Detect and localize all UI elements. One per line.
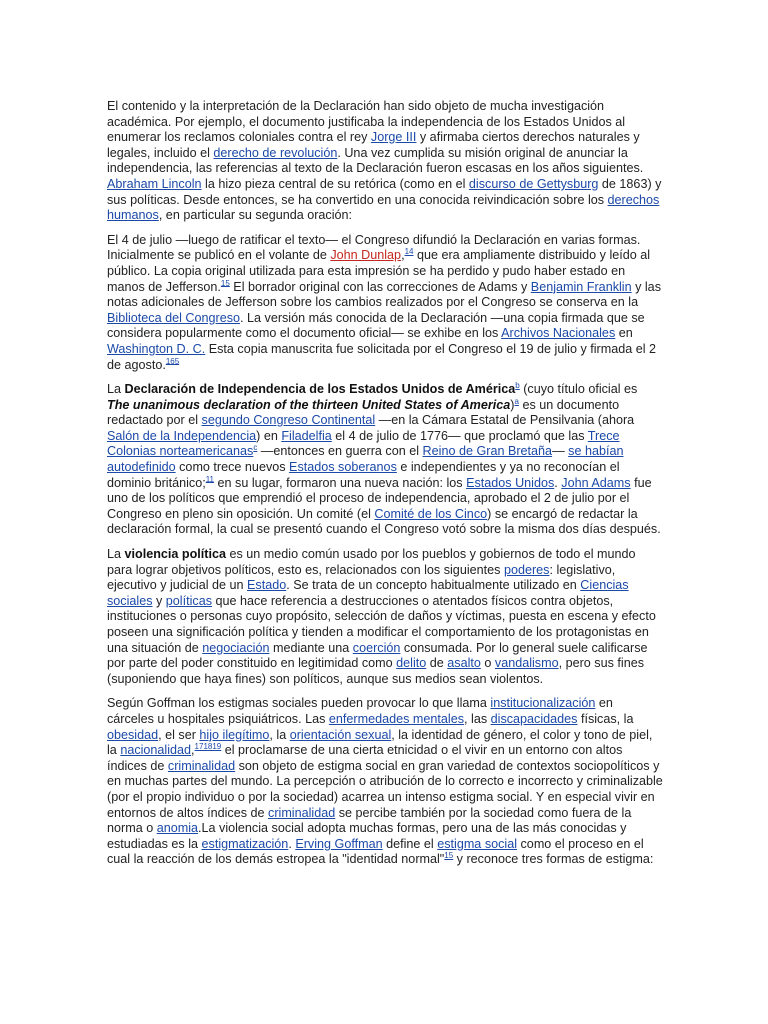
- text-run: como el proceso en el cual la reacción de los demás estropea la "identidad normal": [107, 836, 644, 867]
- text-run: ,: [191, 743, 195, 758]
- reference-link-171819[interactable]: 171819: [194, 741, 222, 751]
- text-run: ,: [401, 248, 405, 263]
- text-run: fue uno de los políticos que emprendió el proceso de independencia, aprobado el 2 de julio por el Congreso en pleno sin oposición. Un comité (el: [107, 475, 652, 521]
- text-run: .La violencia social adopta muchas formas, pero una de las más conocidas y estudiadas es la: [107, 821, 627, 851]
- link-estigmatizacion[interactable]: estigmatización: [201, 836, 289, 851]
- bold-term: Declaración de Independencia de los Estados Unidos de América: [124, 382, 516, 397]
- paragraph-violencia-politica: [107, 547, 663, 687]
- paragraph-declaracion-interpretacion: [107, 99, 663, 224]
- text-run: es un medio común usado por los pueblos y gobiernos de todo el mundo para lograr objetivos políticos, esto es, relacionados con los siguientes: [107, 547, 636, 577]
- link-criminalidad[interactable]: criminalidad: [268, 805, 336, 820]
- link-estado[interactable]: Estado: [247, 578, 287, 593]
- text-run: La: [107, 382, 125, 397]
- text-run: Según Goffman los estigmas sociales pueden provocar lo que llama: [107, 696, 491, 711]
- text-run: .: [554, 475, 562, 490]
- text-run: ): [510, 397, 515, 412]
- text-run: se percibe también por la sociedad como fuera de la norma o: [107, 805, 632, 836]
- link-negociacion[interactable]: negociación: [202, 640, 270, 655]
- text-run: físicas, la: [577, 711, 634, 726]
- link-enfermedades-mentales[interactable]: enfermedades mentales: [328, 711, 465, 726]
- link-coercion[interactable]: coerción: [352, 640, 401, 655]
- link-erving-goffman[interactable]: Erving Goffman: [295, 836, 383, 851]
- link-institucionalizacion[interactable]: institucionalización: [490, 696, 596, 711]
- text-run: que hace referencia a destrucciones o atentados físicos contra objetos, instituciones o personas cuyo propósito, selección de daños y víctimas, puesta en escena y efecto poseen una significación política y tienden a modificar el comportamiento de los protagonistas en una situación de: [107, 593, 656, 655]
- bold-term: violencia política: [124, 547, 226, 562]
- link-jorge-iii[interactable]: Jorge III: [370, 130, 417, 145]
- link-anomia[interactable]: anomia: [156, 821, 199, 836]
- text-run: e independientes y ya no reconocían el dominio británico;: [107, 460, 620, 490]
- paragraph-goffman-estigma: [107, 696, 663, 868]
- text-run: como trece nuevos: [175, 460, 290, 475]
- text-run: El borrador original con las correcciones de Adams y: [229, 279, 531, 294]
- text-run: el 4 de julio de 1776— que proclamó que las: [331, 428, 588, 443]
- link-politicas[interactable]: políticas: [165, 593, 212, 608]
- text-run: La: [107, 547, 125, 562]
- reference-sup: [221, 278, 230, 287]
- reference-link-a[interactable]: a: [514, 396, 519, 406]
- link-obesidad[interactable]: obesidad: [107, 727, 159, 742]
- text-run: consumada. Por lo general suele calificarse por parte del poder constituido en legitimidad como: [107, 640, 648, 671]
- reference-link-14[interactable]: 14: [404, 247, 414, 257]
- article-body: [107, 99, 663, 877]
- text-run: El contenido y la interpretación de la Declaración han sido objeto de mucha investigación académica. Por ejemplo, el documento justificaba la independencia de los Estados Unidos al enumerar los reclamos coloniales contra el rey: [107, 99, 626, 145]
- text-run: , las: [464, 711, 491, 726]
- text-run: o: [480, 656, 495, 671]
- link-john-dunlap[interactable]: John Dunlap: [330, 248, 402, 263]
- reference-link-15[interactable]: 15: [220, 278, 230, 288]
- text-run: . Se trata de un concepto habitualmente utilizado en: [286, 578, 581, 593]
- link-poderes[interactable]: poderes: [503, 562, 550, 577]
- text-run: ) en: [256, 428, 282, 443]
- link-asalto[interactable]: asalto: [447, 656, 481, 671]
- text-run: son objeto de estigma social en gran variedad de contextos sociopolíticos y en muchas partes del mundo. La percepción o atribución de lo correcto e incorrecto y criminalizable (por el propio individuo o por la sociedad) acarrea un intenso estigma social. Y en especial vivir en entornos de altos índices de: [107, 758, 663, 820]
- text-run: que era ampliamente distribuido y leído al público. La copia original utilizada para esta impresión se ha perdido y pudo haber estado en manos de Jefferson.: [107, 248, 651, 294]
- reference-link-11[interactable]: 11: [205, 474, 215, 484]
- text-run: y afirmaba ciertos derechos naturales y legales, incluido el: [107, 130, 640, 160]
- link-estados-soberanos[interactable]: Estados soberanos: [289, 460, 397, 475]
- text-run: . La versión más conocida de la Declaración —una copia firmada que se considera popularmente como el documento oficial— se exhibe en los: [107, 310, 645, 341]
- text-run: la hizo pieza central de su retórica (como en el: [201, 176, 469, 191]
- link-estigma-social[interactable]: estigma social: [437, 836, 518, 851]
- text-run: y: [152, 593, 166, 608]
- text-run: en: [615, 326, 633, 341]
- link-delito[interactable]: delito: [396, 656, 427, 671]
- link-ciencias-sociales[interactable]: Ciencias sociales: [107, 578, 629, 608]
- link-estados-unidos[interactable]: Estados Unidos: [466, 475, 555, 490]
- text-run: y las notas adicionales de Jefferson sobre los cambios realizados por el Congreso se conserva en la: [107, 279, 661, 310]
- text-run: de 1863) y sus políticas. Desde entonces, se ha convertido en una conocida reivindicación sobre los: [107, 176, 662, 207]
- text-run: ) se encargó de redactar la declaración formal, la cual se presentó cuando el Congreso votó sobre la misma dos días después.: [107, 506, 661, 537]
- link-biblioteca-del-congreso[interactable]: Biblioteca del Congreso: [107, 310, 241, 325]
- link-benjamin-franklin[interactable]: Benjamin Franklin: [530, 279, 632, 294]
- text-run: , pero sus fines (suponiendo que haya fines) son políticos, aunque sus medios sean violentos.: [107, 656, 644, 686]
- text-run: , la identidad de género, el color y tono de piel, la: [107, 727, 653, 758]
- link-vandalismo[interactable]: vandalismo: [494, 656, 559, 671]
- text-run: Esta copia manuscrita fue solicitada por el Congreso el 19 de julio y firmada el 2 de agosto.: [107, 341, 657, 372]
- link-abraham-lincoln[interactable]: Abraham Lincoln: [107, 176, 202, 191]
- text-run: —entonces en guerra con el: [257, 444, 423, 459]
- reference-link-c[interactable]: c: [253, 443, 258, 453]
- text-run: mediante una: [269, 640, 353, 655]
- text-run: el proclamarse de una cierta etnicidad o el vivir en un entorno con altos índices de: [107, 743, 623, 773]
- text-run: , en particular su segunda oración:: [158, 208, 353, 223]
- text-run: (cuyo título oficial es: [519, 382, 638, 397]
- reference-link-b[interactable]: b: [515, 380, 520, 390]
- link-nacionalidad[interactable]: nacionalidad: [120, 743, 192, 758]
- paragraph-4-de-julio: [107, 233, 663, 373]
- link-washington-d-c[interactable]: Washington D. C.: [107, 341, 206, 356]
- link-salon-de-la-independencia[interactable]: Salón de la Independencia: [107, 428, 257, 443]
- reference-link-15[interactable]: 15: [444, 851, 454, 861]
- text-run: —en la Cámara Estatal de Pensilvania (ahora: [375, 413, 635, 428]
- reference-sup: [195, 742, 222, 751]
- reference-sup: [206, 474, 214, 483]
- link-derechos-humanos[interactable]: derechos humanos: [107, 192, 660, 223]
- paragraph-declaracion-independencia: [107, 382, 663, 538]
- reference-link-165[interactable]: 165: [165, 356, 180, 366]
- link-orientacion-sexual[interactable]: orientación sexual: [289, 727, 392, 742]
- text-run: y reconoce tres formas de estigma:: [453, 852, 654, 867]
- text-run: , la: [269, 727, 290, 742]
- link-se-habian-autodefinido[interactable]: se habían autodefinido: [107, 444, 624, 475]
- official-title-text: The unanimous declaration of the thirteen United States of America: [107, 397, 511, 412]
- link-segundo-congreso-continental[interactable]: segundo Congreso Continental: [201, 413, 376, 428]
- link-comite-de-los-cinco[interactable]: Comité de los Cinco: [374, 506, 488, 521]
- link-hijo-ilegitimo[interactable]: hijo ilegítimo: [199, 727, 270, 742]
- text-run: : legislativo, ejecutivo y judicial de un: [107, 562, 616, 593]
- text-run: .: [288, 836, 296, 851]
- text-run: en cárceles u hospitales psiquiátricos. Las: [107, 696, 613, 726]
- link-criminalidad[interactable]: criminalidad: [167, 758, 236, 773]
- official-title: [107, 398, 510, 412]
- link-discapacidades[interactable]: discapacidades: [490, 711, 578, 726]
- link-reino-de-gran-bretana[interactable]: Reino de Gran Bretaña: [422, 444, 553, 459]
- link-archivos-nacionales[interactable]: Archivos Nacionales: [501, 326, 616, 341]
- text-run: , el ser: [158, 727, 200, 742]
- text-run: en su lugar, formaron una nueva nación: los: [214, 475, 467, 490]
- link-discurso-de-gettysburg[interactable]: discurso de Gettysburg: [468, 176, 599, 191]
- link-derecho-de-revolucion[interactable]: derecho de revolución: [213, 145, 338, 160]
- reference-sup: [166, 356, 179, 365]
- link-trece-colonias-norteamericanas[interactable]: Trece Colonias norteamericanas: [107, 428, 620, 459]
- reference-sup: [444, 851, 453, 860]
- text-run: . Una vez cumplida su misión original de anunciar la independencia, las referencias al texto de la Declaración fueron escasas en los años siguientes.: [107, 145, 644, 176]
- text-run: El 4 de julio —luego de ratificar el texto— el Congreso difundió la Declaración en varias formas. Inicialmente se publicó en el volante de: [107, 232, 641, 263]
- text-run: —: [552, 444, 569, 459]
- text-run: de: [426, 656, 448, 671]
- link-filadelfia[interactable]: Filadelfia: [281, 428, 332, 443]
- text-run: es un documento redactado por el: [107, 397, 620, 428]
- text-run: define el: [382, 836, 438, 851]
- link-john-adams[interactable]: John Adams: [561, 475, 631, 490]
